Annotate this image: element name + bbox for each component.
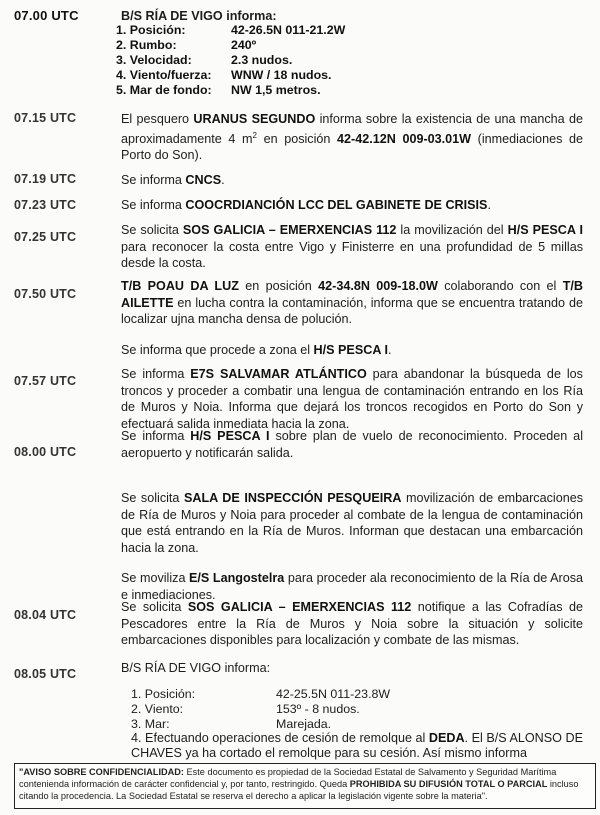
- confidentiality-notice: "AVISO SOBRE CONFIDENCIALIDAD: Este documento es propiedad de la Sociedad Estatal de Salvamento y Seguridad Marítima contenienda información de carácter confidencial y, por tanto, restringido. Queda PROHIBIDA SU DIFUSIÓN TOTAL O PARCIAL incluso citando la procedencia. La Sociedad Estatal se reserva el derecho a aplicar la legislación vigente sobre la materia".: [14, 763, 596, 809]
- entry-text: Se informa E7S SALVAMAR ATLÁNTICO para abandonar la búsqueda de los troncos y proceder a combatir una lengua de contaminación entrando en los Ría de Muros y Noia. Informa que dejará los troncos recogidos en Porto do Son y efectuará salida inmediata hacia la zona.: [121, 367, 583, 431]
- entry-text: Se solicita SOS GALICIA – EMERXENCIAS 112 la movilización del H/S PESCA I para reconocer la costa entre Vigo y Finisterre en una profundidad de 5 millas desde la costa.: [121, 223, 583, 270]
- report-item: 3. Velocidad: 2.3 nudos.: [116, 53, 293, 67]
- entry-heading: B/S RÍA DE VIGO informa:: [121, 661, 271, 675]
- entry-text: Se informa COOCRDIANCIÓN LCC DEL GABINETE DE CRISIS.: [121, 198, 491, 212]
- entry-text: Se informa CNCS.: [121, 173, 225, 187]
- vessel-name: URANUS SEGUNDO: [193, 112, 316, 126]
- entry-time: 07.00 UTC: [14, 8, 79, 23]
- entry-time: 08.04 UTC: [14, 608, 77, 622]
- entry-text: T/B POAU DA LUZ en posición 42-34.8N 009-18.0W colaborando con el T/B AILETTE en lucha contra la contaminación, informa que se encuentra tratando de localizar ujna mancha densa de polución.: [121, 279, 583, 326]
- entry-text-2: Se solicita SALA DE INSPECCIÓN PESQUEIRA movilización de embarcaciones de Ría de Muros y Noia para proceder al combate de la lengua de contaminación que está entrando en la Ría de Muros. Informan que destacan una embarcación hacia la zona.: [121, 491, 584, 555]
- entry-text-3: Se moviliza E/S Langostelra para proceder ala reconocimiento de la Ría de Arosa e inmediaciones.: [121, 571, 584, 602]
- entry-text: El pesquero URANUS SEGUNDO informa sobre la existencia de una mancha de aproximadamente 4 $m^2$ en posición 42-42.12N 009-03.01W (inmediaciones de Porto do Son).: [121, 112, 584, 163]
- report-item: 1. Posición: 42-25.5N 011-23.8W: [131, 687, 391, 701]
- entry-text-2: Se informa que procede a zona el H/S PESCA I.: [121, 343, 392, 357]
- report-item: 2. Viento: 153º - 8 nudos.: [131, 702, 360, 716]
- report-item: 5. Mar de fondo: NW 1,5 metros.: [116, 83, 321, 97]
- report-item: 3. Mar: Marejada.: [131, 717, 332, 731]
- entry-text: Se informa H/S PESCA I sobre plan de vuelo de reconocimiento. Proceden al aeropuerto y notificarán salida.: [121, 429, 583, 460]
- entry-time: 08.05 UTC: [14, 667, 77, 681]
- entry-time: 08.00 UTC: [14, 445, 77, 459]
- report-items: [131, 687, 531, 732]
- report-items: [116, 23, 476, 98]
- report-item: 2. Rumbo: 240º: [116, 38, 257, 52]
- report-item: 1. Posición: 42-26.5N 011-21.2W: [116, 23, 346, 37]
- entry-text: Se solicita SOS GALICIA – EMERXENCIAS 112 notifique a las Cofradías de Pescadores entre la Ría de Muros y Noia sobre la situación y solicite embarcaciones disponibles para localización y combate de las mismas.: [121, 600, 583, 647]
- position: 42-42.12N 009-03.01W: [337, 131, 472, 146]
- entry-time: 07.23 UTC: [14, 198, 77, 212]
- entry-time: 07.19 UTC: [14, 172, 77, 186]
- entry-time: 07.25 UTC: [14, 230, 77, 244]
- entry-time: 07.50 UTC: [14, 287, 77, 301]
- heading-text: B/S RÍA DE VIGO informa:: [121, 9, 277, 23]
- entry-time: 07.15 UTC: [14, 111, 77, 125]
- entry-time: 07.57 UTC: [14, 374, 77, 388]
- report-item: 4. Viento/fuerza: WNW / 18 nudos.: [116, 68, 332, 82]
- report-item-4: 4. Efectuando operaciones de cesión de remolque al DEDA. El B/S ALONSO DE CHAVES ya ha cortado el remolque para su cesión. Así mismo informa: [131, 731, 583, 760]
